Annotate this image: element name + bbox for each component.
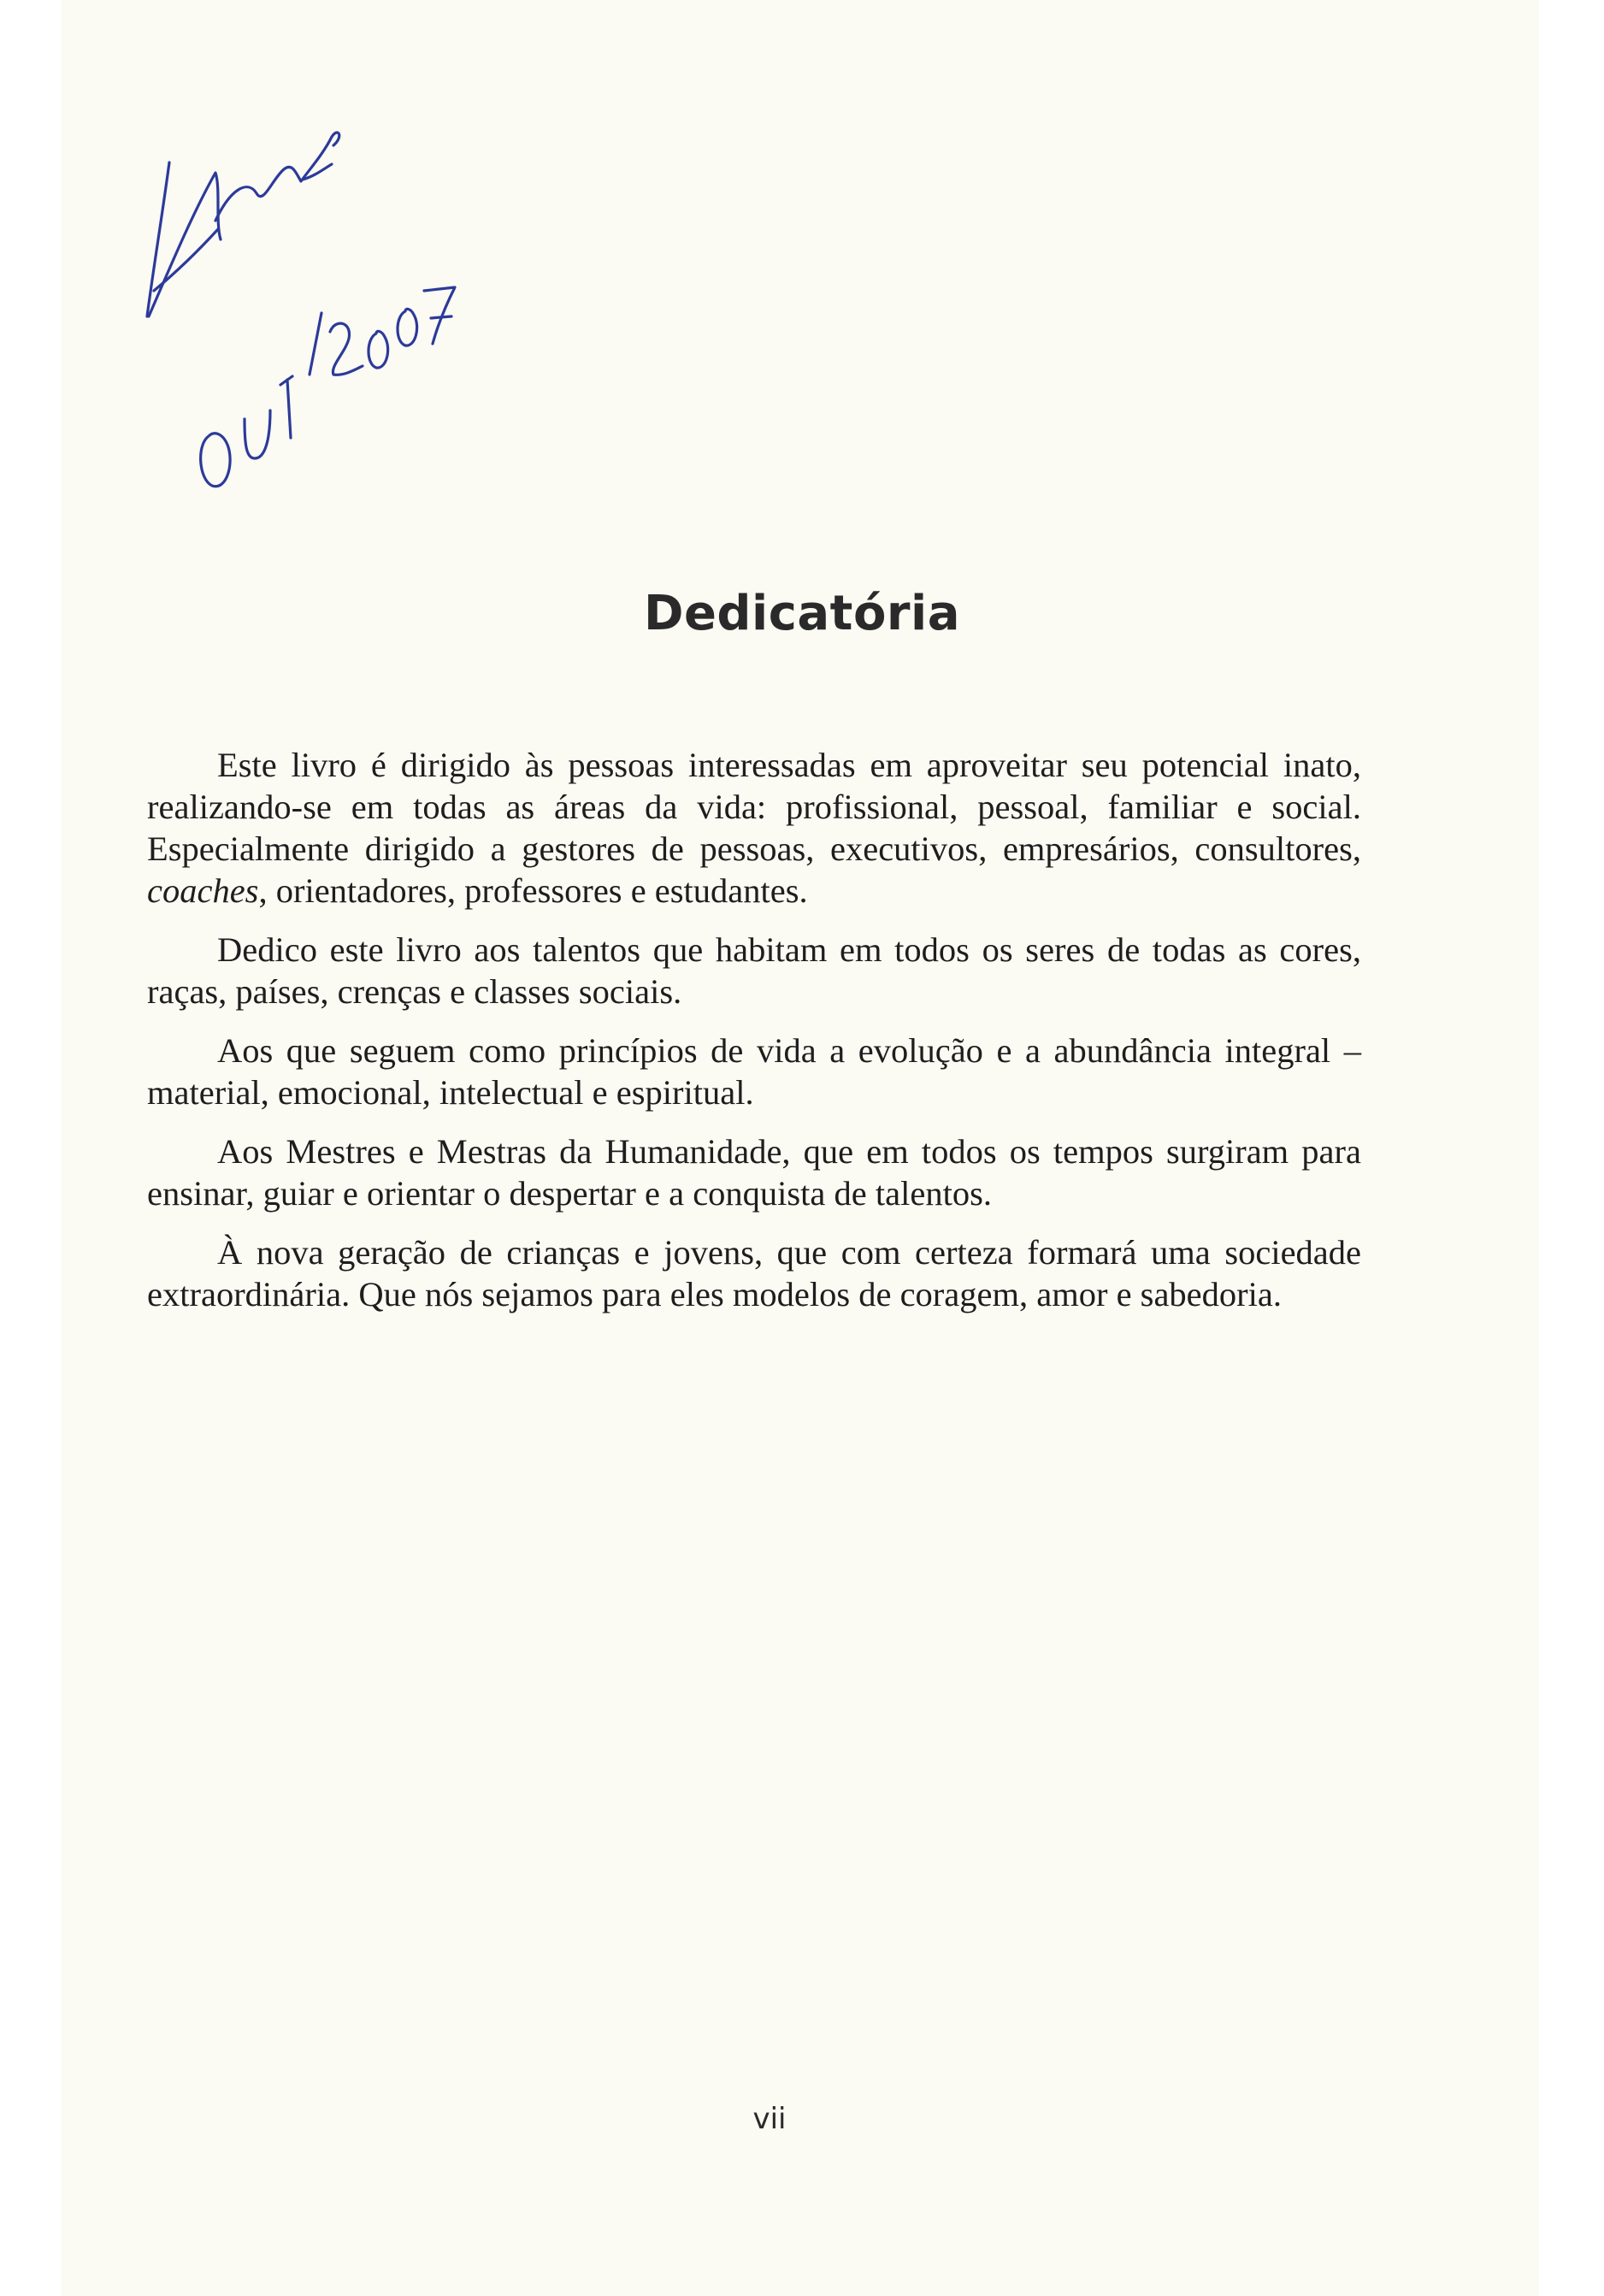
handwritten-signature [120,120,479,530]
italic-term: coaches [147,871,259,910]
paragraph-audience: Este livro é dirigido às pessoas interessadas em aproveitar seu potencial inato, realizando-se em todas as áreas da vida: profissional, pessoal, familiar e social. Especialmente dirigido a gestores de pessoas, executivos, empresários, consultores, coaches, orientadores, professores e estudantes. [147,746,1361,910]
paragraph-talents: Dedico este livro aos talentos que habitam em todos os seres de todas as cores, raças, países, crenças e classes sociais. [147,930,1361,1011]
dedication-text [147,744,1361,1332]
paragraph-new-generation: À nova geração de crianças e jovens, que com certeza formará uma sociedade extraordinária. Que nós sejamos para eles modelos de coragem, amor e sabedoria. [147,1233,1361,1313]
scan-margin [1539,0,1604,2296]
page-number: vii [752,2102,787,2136]
paragraph-masters: Aos Mestres e Mestras da Humanidade, que em todos os tempos surgiram para ensinar, guiar e orientar o despertar e a conquista de talentos. [147,1132,1361,1213]
paragraph-principles: Aos que seguem como princípios de vida a evolução e a abundância integral – material, emocional, intelectual e espiritual. [147,1031,1361,1112]
page-title: Dedicatória [643,586,961,641]
